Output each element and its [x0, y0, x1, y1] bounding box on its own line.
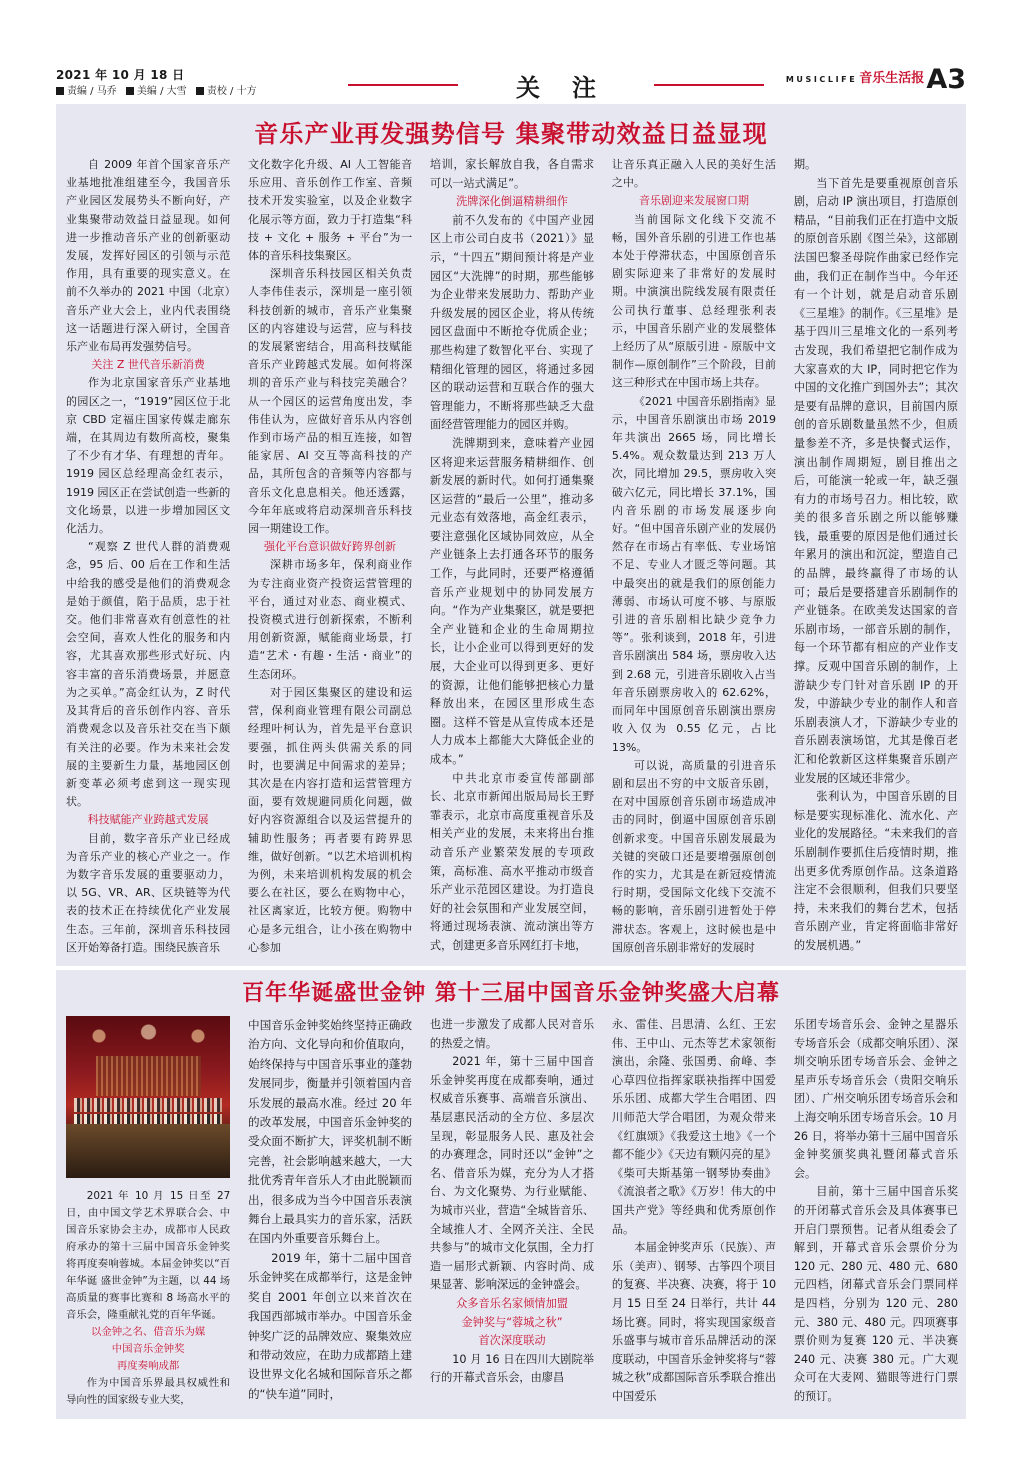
paragraph: 自 2009 年首个国家音乐产业基地批准组建至今，我国音乐产业园区发展势头不断向好，产业集聚带动效益日益显现。如何进一步推动音乐产业的创新驱动发展，发挥好园区的引领与示范作用，具有重要的现实意义。在前不久举办的 2021 中国（北京）音乐产业大会上，业内代表围绕这一话题进行深入研讨，全国音乐产业布局再发强势信号。	[66, 158, 231, 354]
paragraph: 中共北京市委宣传部副部长、北京市新闻出版局局长王野霏表示，北京市高度重视音乐及相关产业的发展，未来将出台推动音乐产业繁荣发展的专项政策，高标准、高水平推动市级音乐产业示范园区建设。为打造良好的社会氛围和产业发展空间，将通过现场表演、流动演出等方式，创建更多音乐网红打卡地，	[429, 771, 595, 952]
article-headline: 音乐产业再发强势信号 集聚带动效益日益显现	[254, 120, 768, 148]
text-column	[248, 1016, 412, 1412]
article-columns	[66, 1016, 958, 1412]
brand-chinese: 音乐生活报	[859, 71, 925, 86]
paragraph: 深圳音乐科技园区相关负责人李伟佳表示，深圳是一座引领科技创新的城市，音乐产业集聚区的内容建设与运营，应与科技的发展紧密结合，用高科技赋能音乐产业跨越式发展。如何将深圳的音乐产业与科技完美融合？从一个园区的运营角度出发，李伟佳认为，应做好音乐从内容创作到市场产品的相互连接，如智能家居、AI 交互等高科技的产品，其所包含的音频等内容都与音乐文化息息相关。他还透露，今年年底或将启动深圳音乐科技园一期建设工作。	[247, 267, 413, 536]
section-rule-right	[654, 84, 764, 86]
subheading: 洗牌深化倒逼精耕细作	[456, 195, 568, 209]
paragraph-continued: 也进一步激发了成都人民对音乐的热爱之情。	[429, 1018, 595, 1050]
brand-block	[786, 64, 966, 95]
editor-role: 责校	[206, 86, 227, 97]
editor-role: 美编	[136, 86, 157, 97]
photo-row1	[74, 1098, 223, 1112]
brand-english: MUSICLIFE	[785, 75, 858, 84]
paragraph: 作为中国音乐界最具权威性和导向性的国家级专业大奖，	[66, 1377, 231, 1406]
text-column	[248, 156, 412, 956]
text-column	[66, 156, 230, 956]
subheading-line: 众多音乐名家倾情加盟	[456, 1296, 568, 1310]
subheading-line: 以金钟之名、借音乐为媒	[90, 1326, 206, 1338]
paragraph: 当前国际文化线下交流不畅，国外音乐剧的引进工作也基本处于停滞状态，中国原创音乐剧实际迎来了非常好的发展时期。中演演出院线发展有限责任公司执行董事、总经理张利表示，中国音乐剧产业的发展整体上经历了从“原版引进 - 原版中文制作—原创制作”三个阶段，目前这三种形式在中国市场上共存。	[611, 212, 777, 390]
subheading-line: 再度奏响成都	[116, 1360, 180, 1372]
square-bullet-icon	[126, 87, 134, 95]
square-bullet-icon	[56, 87, 64, 95]
square-bullet-icon	[196, 87, 204, 95]
paragraph: 本届金钟奖声乐（民族）、声乐（美声）、钢琴、古筝四个项目的复赛、半决赛、决赛，将于 10 月 15 日至 24 日举行，共计 44 场比赛。同时，将实现国家级音乐盛事与城市音乐品牌活动的深度联动，中国音乐金钟奖将与“蓉城之秋”成都国际音乐季联合推出中国爱乐	[611, 1241, 777, 1403]
paragraph-continued: 中国音乐金钟奖始终坚持正确政治方向、文化导向和价值取向，始终保持与中国音乐事业的蓬勃发展同步，衡量并引领着国内音乐发展的最高水准。经过 20 年的改革发展，中国音乐金钟奖的受众面不断扩大，评奖机制不断完善，社会影响越来越大，一大批优秀青年音乐人才由此脱颖而出，很多成为当今中国音乐表演舞台上最具实力的音乐家，活跃在国内外重要音乐舞台上。	[247, 1018, 413, 1246]
editor-name: 马乔	[96, 86, 117, 97]
paragraph: 10 月 16 日在四川大剧院举行的开幕式音乐会，由廖昌	[429, 1352, 595, 1385]
editor-name: 大雪	[166, 86, 187, 97]
paragraph-continued: 文化数字化升级、AI 人工智能音乐应用、音乐创作工作室、音频技术开发实验室，以及企业数字化展示等方面，致力于打造集“科技 + 文化 + 服务 + 平台”为一体的音乐科技集聚区。	[247, 158, 413, 263]
text-column	[612, 1016, 776, 1412]
article-headline: 百年华诞盛世金钟 第十三届中国音乐金钟奖盛大启幕	[242, 981, 780, 1006]
text-column	[430, 1016, 594, 1412]
paragraph: 2021 年 10 月 15 日至 27 日，由中国文学艺术界联合会、中国音乐家协会主办，成都市人民政府承办的第十三届中国音乐金钟奖将再度奏响蓉城。本届金钟奖以“百年华诞 盛世金钟”为主题，以 44 场高质量的赛事比赛和 8 场高水平的音乐会，隆重献礼党的百年华诞。	[66, 1190, 231, 1321]
editor-role: 责编	[67, 86, 87, 97]
subheading-line: 金钟奖与“蓉城之秋”	[461, 1315, 563, 1329]
paragraph: 目前，第十三届中国音乐奖的开闭幕式音乐会及具体赛事已开启门票预售。记者从组委会了解到，开幕式音乐会票价分为 120 元、280 元、480 元、680 元四档，闭幕式音乐会门票同样是四档，分别为 120 元、280 元、380 元、480 元。四项赛事票价则为复赛 120 元、半决赛 240 元、决赛 380 元。广大观众可在大麦网、猫眼等进行门票的预订。	[793, 1185, 959, 1403]
photo-lights	[66, 1020, 230, 1060]
paragraph-continued: 期。	[793, 158, 817, 171]
paragraph: 当下首先是要重视原创音乐剧，启动 IP 演出项目，打造原创精品，“目前我们正在打造中文版的原创音乐剧《图兰朵》，这部剧法国巴黎圣母院作曲家已经作完曲，我们正在制作当中。今年还有一个计划，就是启动音乐剧《三星堆》的制作。《三星堆》是基于四川三星堆文化的一系列考古发现，我们希望把它制作成为大家喜欢的大 IP，同时把它作为中国的文化推广到国外去”；其次是要有品牌的意识，目前国内原创的音乐剧数量虽然不少，但质量参差不齐，多是快餐式运作，演出制作周期短，剧目推出之后，可能演一轮或一年，缺乏强有力的市场号召力。相比较，欧美的很多音乐剧之所以能够赚钱，最重要的原因是他们通过长年累月的演出和沉淀，塑造自己的品牌，最终赢得了市场的认可；最后是要搭建音乐剧制作的产业链条。在欧美发达国家的音乐剧市场，一部音乐剧的制作，每一个环节都有相应的产业作支撑。反观中国音乐剧的制作，上游缺少专门针对音乐剧 IP 的开发，中游缺少专业的制作人和音乐剧表演人才，下游缺少专业的音乐剧表演场馆，尤其是像百老汇和伦敦新区这样集聚音乐剧产业发展的区域还非常少。	[793, 176, 959, 785]
section-title: 关注	[516, 73, 628, 102]
paragraph-continued: 乐团专场音乐会、金钟之星器乐专场音乐会（成都交响乐团）、深圳交响乐团专场音乐会、金钟之星声乐专场音乐会（贵阳交响乐团）、广州交响乐团专场音乐会和上海交响乐团专场音乐会。10 月 26 日，将举办第十三届中国音乐金钟奖颁奖典礼暨闭幕式音乐会。	[793, 1018, 959, 1180]
subheading: 音乐剧迎来发展窗口期	[638, 194, 749, 208]
text-column	[612, 156, 776, 956]
paragraph: 目前，数字音乐产业已经成为音乐产业的核心产业之一。作为数字音乐发展的重要驱动力，以 5G、VR、AR、区块链等为代表的技术正在持续优化产业发展生态。三年前，深圳音乐科技园区开始筹备打造。围绕民族音乐	[66, 831, 231, 954]
paragraph: 2021 年，第十三届中国音乐金钟奖再度在成都奏响，通过权威音乐赛事、高端音乐演出、基层惠民活动的全方位、多层次呈现，彰显服务人民、惠及社会的办赛理念，同时还以“金钟”之名、借音乐为媒，充分为人才搭台、为文化聚势、为行业赋能、为城市兴业，营造“全城皆音乐、全域推人才、全网齐关注、全民共参与”的城市文化氛围，全力打造一届形式新颖、内容时尚、成果显著、影响深远的金钟盛会。	[429, 1055, 595, 1292]
article-golden-bell-award	[56, 970, 966, 1419]
paragraph-continued: 永、雷佳、吕思清、么红、王宏伟、王中山、元杰等艺术家领衔演出，余隆、张国勇、俞峰、李心草四位指挥家联袂指挥中国爱乐乐团、成都大学生合唱团、四川师范大学合唱团，为观众带来《红旗颂》《我爱这土地》《一个都不能少》《天边有颗闪亮的星》《柴可夫斯基第一钢琴协奏曲》《流浪者之歌》《万岁！伟大的中国共产党》等经典和优秀原创作品。	[611, 1018, 777, 1236]
article-music-industry	[56, 104, 966, 966]
paragraph: 《2021 中国音乐剧指南》显示，中国音乐剧演出市场 2019 年共演出 2665 场，同比增长 5.4%。观众数量达到 213 万人次，同比增加 29.5，票房收入突破六亿元，同比增长 37.1%，国内音乐剧的市场发展逐步向好。“但中国音乐剧产业的发展仍然存在市场占有率低、专业场馆不足、专业人才匮乏等问题。其中最突出的就是我们的原创能力薄弱、市场认可度不够、与原版引进的音乐剧相比缺少竞争力等”。张利谈到，2018 年，引进音乐剧演出 584 场，票房收入达到 2.68 元，引进音乐剧收入占当年音乐剧票房收入的 62.62%，而同年中国原创音乐剧演出票房收入仅为 0.55 亿元，占比 13%。	[611, 394, 777, 754]
subheading: 强化平台意识做好跨界创新	[264, 540, 397, 554]
subheading-line: 首次深度联动	[478, 1334, 546, 1348]
paragraph: 深耕市场多年，保利商业作为专注商业资产投资运营管理的平台，通过对业态、商业模式、投资模式进行创新探索，不断利用创新资源，赋能商业场景，打造“艺术・有趣・生活・商业”的生态闭环。	[247, 558, 413, 681]
photo-stage	[66, 1124, 230, 1178]
paragraph: 2019 年，第十二届中国音乐金钟奖在成都举行，这是金钟奖自 2001 年创立以来首次在我国西部城市举办。中国音乐金钟奖广泛的品牌效应、聚集效应和带动效应，在助力成都踏上建设世界文化名城和国际音乐之都的“快车道”同时，	[247, 1250, 413, 1401]
text-column	[794, 1016, 958, 1412]
masthead	[56, 64, 966, 100]
page-number: A3	[926, 64, 966, 95]
paragraph: 对于园区集聚区的建设和运营，保利商业管理有限公司副总经理叶柯认为，首先是平台意识要强，抓住两头供需关系的同时，也要满足中间需求的差异；其次是在内容打造和运营管理方面，要有效规避同质化问题，做好内容资源组合以及运营提升的辅助性服务；再者要有跨界思维，做好创新。“以艺术培训机构为例，未来培训机构发展的机会要么在社区，要么在购物中心，社区离家近，比较方便。购物中心是多元组合，让小孩在购物中心参加	[247, 685, 413, 954]
text-column	[66, 1016, 230, 1412]
paragraph-continued: 培训，家长解放自我，各自需求可以一站式满足”。	[429, 158, 595, 190]
text-column	[430, 156, 594, 956]
subheading: 关注 Z 世代音乐新消费	[91, 358, 205, 372]
article-columns	[66, 156, 958, 956]
paragraph: 可以说，高质量的引进音乐剧和层出不穷的中文版音乐剧，在对中国原创音乐剧市场造成冲击的同时，倒逼中国原创音乐剧创新求变。中国音乐剧发展最为关键的突破口还是要增强原创创作的实力，尤其是在新冠疫情流行时期，受国际文化线下交流不畅的影响，音乐剧引进暂处于停滞状态。客观上，这时候也是中国原创音乐剧非常好的发展时	[611, 758, 777, 954]
photo-organ	[96, 1056, 201, 1096]
concert-stage-photo	[66, 1016, 230, 1178]
text-column	[794, 156, 958, 956]
editor-credits: 责编 / 马乔 美编 / 大雪 责校 / 十方	[56, 82, 257, 97]
paragraph: “观察 Z 世代人群的消费观念，95 后、00 后在工作和生活中给我的感受是他们的消费观念是始于颜值，陷于品质，忠于社交。他们非常喜欢有创意性的社会空间，喜欢人性化的服务和内容，尤其喜欢那些形式好玩、内容丰富的音乐消费场景，并愿意为之买单。”高金红认为，Z 时代及其背后的音乐创作内容、音乐消费观念以及音乐社交在当下颇有关注的必要。作为未来社会发展的主要新生力量，基地园区创新变革必须考虑到这一现实现状。	[66, 540, 231, 809]
paragraph: 张利认为，中国音乐剧的目标是要实现标准化、流水化、产业化的发展路径。“未来我们的音乐剧制作要抓住后疫情时期，推出更多优秀原创作品。这条道路注定不会很顺利，但我们只要坚持，未来我们的舞台艺术，包括音乐剧产业，肯定将面临非常好的发展机遇。”	[793, 790, 959, 952]
paragraph: 洗牌期到来，意味着产业园区将迎来运营服务精耕细作、创新发展的新时代。如何打通集聚区运营的“最后一公里”，推动多元业态有效落地，高金红表示，要注意强化区域协同效应，从全产业链条上去打通各环节的服务工作，与此同时，还要严格遵循音乐产业规划中的协同发展方向。“作为产业集聚区，就是要把全产业链和企业的生命周期拉长，让小企业可以得到更好的发展，大企业可以得到更多、更好的资源，让他们能够把核心力量释放出来，在园区里形成生态圈。这样不管是从宣传成本还是人力成本上都能大大降低企业的成本。”	[429, 436, 595, 766]
editor-name: 十方	[236, 86, 257, 97]
paragraph: 前不久发布的《中国产业园区上市公司白皮书（2021）》显示，“十四五”期间预计将是产业园区“大洗牌”的时期，那些能够为企业带来发展助力、帮助产业升级发展的园区企业，将从传统园区盘面中不断抢夺优质企业；那些构建了数智化平台、实现了精细化管理的园区，将通过多园区的联动运营和互联合作的强大管理能力，不断将那些缺乏大盘面经营管理能力的园区并购。	[429, 213, 595, 432]
paragraph-continued: 让音乐真正融入人民的美好生活之中。	[611, 158, 777, 190]
paragraph: 作为北京国家音乐产业基地的园区之一，“1919”园区位于北京 CBD 定福庄国家传媒走廊东端，在其周边有数所高校，聚集了不少有才华、有理想的青年。1919 园区总经理高金红表示，1919 园区正在尝试创造一些新的文化场景，以进一步增加园区文化活力。	[66, 376, 231, 536]
subheading-line: 中国音乐金钟奖	[111, 1343, 185, 1355]
subheading: 科技赋能产业跨越式发展	[87, 813, 209, 827]
issue-date: 2021 年 10 月 18 日	[56, 68, 185, 82]
